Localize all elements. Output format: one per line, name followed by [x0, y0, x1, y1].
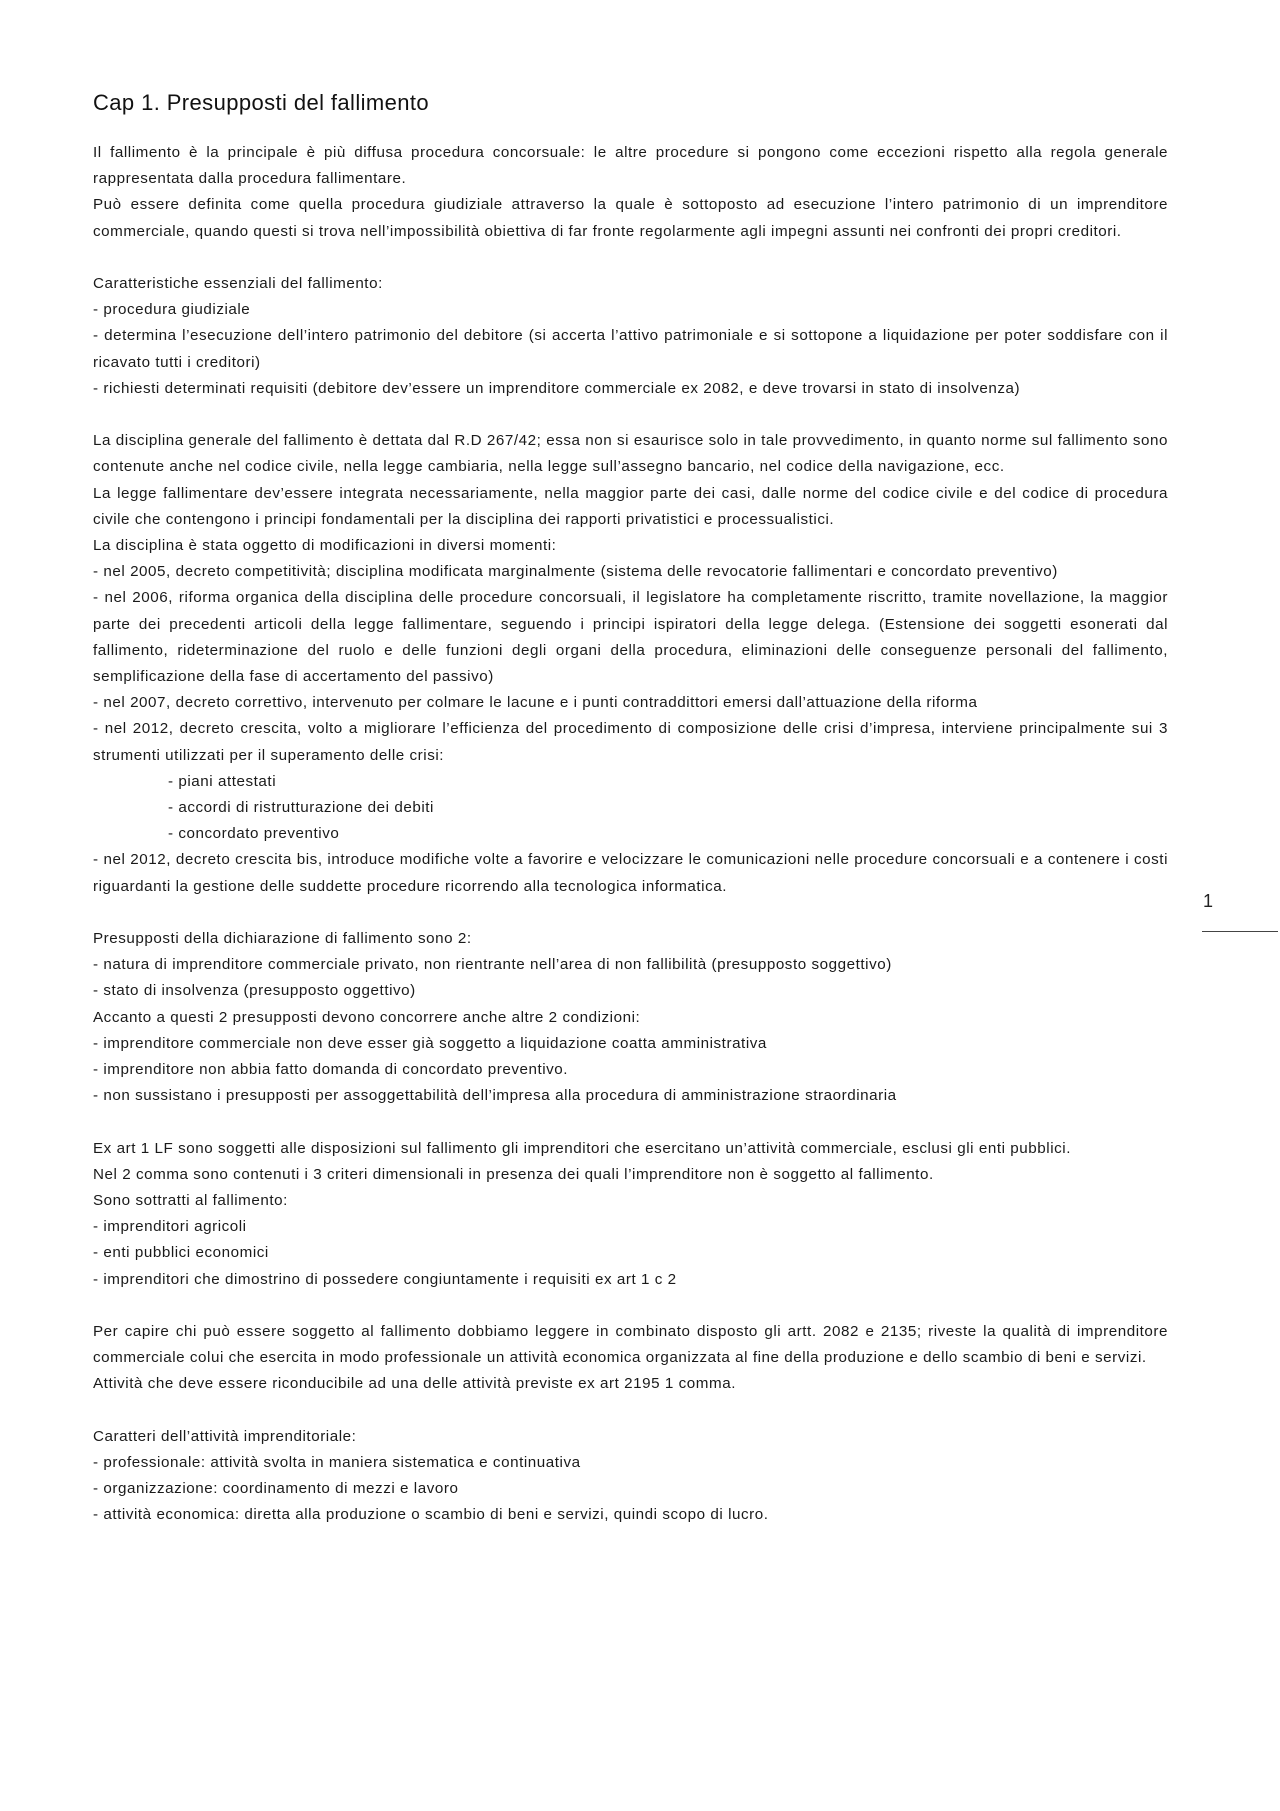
text-line: Sono sottratti al fallimento:	[93, 1192, 288, 1210]
text-line: La disciplina è stata oggetto di modificazioni in diversi momenti:	[93, 537, 557, 555]
text-line: - attività economica: diretta alla produzione o scambio di beni e servizi, quindi scopo di lucro.	[93, 1506, 769, 1524]
text-line: - nel 2012, decreto crescita, volto a migliorare l’efficienza del procedimento di composizione delle crisi d’impresa, interviene principalmente sui 3 strumenti utilizzati per il superamento delle crisi:	[93, 720, 1168, 764]
text-line: - enti pubblici economici	[93, 1244, 269, 1262]
chapter-title: Cap 1. Presupposti del fallimento	[93, 90, 430, 115]
text-line: Nel 2 comma sono contenuti i 3 criteri dimensionali in presenza dei quali l’imprenditore non è soggetto al fallimento.	[93, 1165, 934, 1183]
paragraph-block	[93, 1136, 1168, 1293]
text-line: - nel 2006, riforma organica della disciplina delle procedure concorsuali, il legislatore ha completamente riscritto, tramite novellazione, la maggior parte dei precedenti articoli della legge fallimentare, seguendo i principi ispiratori della legge delega. (Estensione dei soggetti esonerati dal fallimento, rideterminazione del ruolo e delle funzioni degli organi della procedura, eliminazioni delle conseguenze personali del fallimento, semplificazione della fase di accertamento del passivo)	[93, 589, 1168, 686]
text-line: - imprenditori che dimostrino di possedere congiuntamente i requisiti ex art 1 c 2	[93, 1270, 677, 1288]
paragraph-block	[93, 428, 1168, 900]
text-line: - professionale: attività svolta in maniera sistematica e continuativa	[93, 1454, 581, 1472]
text-line: Per capire chi può essere soggetto al fallimento dobbiamo leggere in combinato disposto gli artt. 2082 e 2135; riveste la qualità di imprenditore commerciale colui che esercita in modo professionale un attività economica organizzata al fine della produzione e dello scambio di beni e servizi.	[93, 1323, 1168, 1367]
text-line: Attività che deve essere riconducibile ad una delle attività previste ex art 2195 1 comma.	[93, 1375, 736, 1393]
paragraph-block	[93, 140, 1168, 245]
text-line: La legge fallimentare dev’essere integrata necessariamente, nella maggior parte dei casi, dalle norme del codice civile e del codice di procedura civile che contengono i principi fondamentali per la disciplina dei rapporti privatistici e processualistici.	[93, 484, 1168, 528]
text-line: - organizzazione: coordinamento di mezzi e lavoro	[93, 1480, 459, 1498]
text-line: Può essere definita come quella procedura giudiziale attraverso la quale è sottoposto ad esecuzione l’intero patrimonio di un imprenditore commerciale, quando questi si trova nell’impossibilità obiettiva di far fronte regolarmente agli impegni assunti nei confronti dei propri creditori.	[93, 196, 1168, 240]
text-line: Caratteristiche essenziali del fallimento:	[93, 275, 383, 292]
text-line: - non sussistano i presupposti per assoggettabilità dell’impresa alla procedura di amministrazione straordinaria	[93, 1087, 897, 1105]
text-line: Ex art 1 LF sono soggetti alle disposizioni sul fallimento gli imprenditori che esercitano un’attività commerciale, esclusi gli enti pubblici.	[93, 1139, 1071, 1157]
paragraph-block	[93, 271, 1168, 402]
text-line: - natura di imprenditore commerciale privato, non rientrante nell’area di non fallibilità (presupposto soggettivo)	[93, 956, 892, 974]
text-line: Caratteri dell’attività imprenditoriale:	[93, 1427, 357, 1445]
paragraph-block	[93, 926, 1168, 1109]
paragraph-block	[93, 1319, 1168, 1398]
page-number: 1	[1203, 891, 1214, 911]
text-line: - nel 2005, decreto competitività; disciplina modificata marginalmente (sistema delle revocatorie fallimentari e concordato preventivo)	[93, 563, 1058, 581]
sublist-item: - accordi di ristrutturazione dei debiti	[168, 799, 434, 817]
text-line: Il fallimento è la principale è più diffusa procedura concorsuale: le altre procedure si pongono come eccezioni rispetto alla regola generale rappresentata dalla procedura fallimentare.	[93, 144, 1168, 188]
text-line: - determina l’esecuzione dell’intero patrimonio del debitore (si accerta l’attivo patrimoniale e si sottopone a liquidazione per poter soddisfare con il ricavato tutti i creditori)	[93, 327, 1168, 371]
page-number-rule	[1202, 931, 1278, 932]
text-line: La disciplina generale del fallimento è dettata dal R.D 267/42; essa non si esaurisce solo in tale provvedimento, in quanto norme sul fallimento sono contenute anche nel codice civile, nella legge cambiaria, nella legge sull’assegno bancario, nel codice della navigazione, ecc.	[93, 432, 1168, 476]
text-line: - imprenditore non abbia fatto domanda di concordato preventivo.	[93, 1061, 569, 1079]
sublist-item: - concordato preventivo	[168, 825, 340, 843]
text-line: - stato di insolvenza (presupposto oggettivo)	[93, 982, 416, 1000]
document-text	[93, 140, 1168, 1529]
text-line: - imprenditori agricoli	[93, 1218, 247, 1236]
sublist-item: - piani attestati	[168, 772, 277, 790]
text-line: - imprenditore commerciale non deve esser già soggetto a liquidazione coatta amministrativa	[93, 1034, 767, 1052]
text-line: - nel 2012, decreto crescita bis, introduce modifiche volte a favorire e velocizzare le comunicazioni nelle procedure concorsuali e a contenere i costi riguardanti la gestione delle suddette procedure ricorrendo alla tecnologica informatica.	[93, 851, 1168, 895]
text-line: Presupposti della dichiarazione di fallimento sono 2:	[93, 930, 472, 948]
document-body	[93, 88, 1168, 1529]
text-line: - nel 2007, decreto correttivo, intervenuto per colmare le lacune e i punti contraddittori emersi dall’attuazione della riforma	[93, 694, 978, 712]
paragraph-block	[93, 1424, 1168, 1529]
text-line: - procedura giudiziale	[93, 301, 251, 319]
text-line: Accanto a questi 2 presupposti devono concorrere anche altre 2 condizioni:	[93, 1008, 641, 1026]
text-line: - richiesti determinati requisiti (debitore dev’essere un imprenditore commerciale ex 2082, e deve trovarsi in stato di insolvenza)	[93, 379, 1021, 397]
